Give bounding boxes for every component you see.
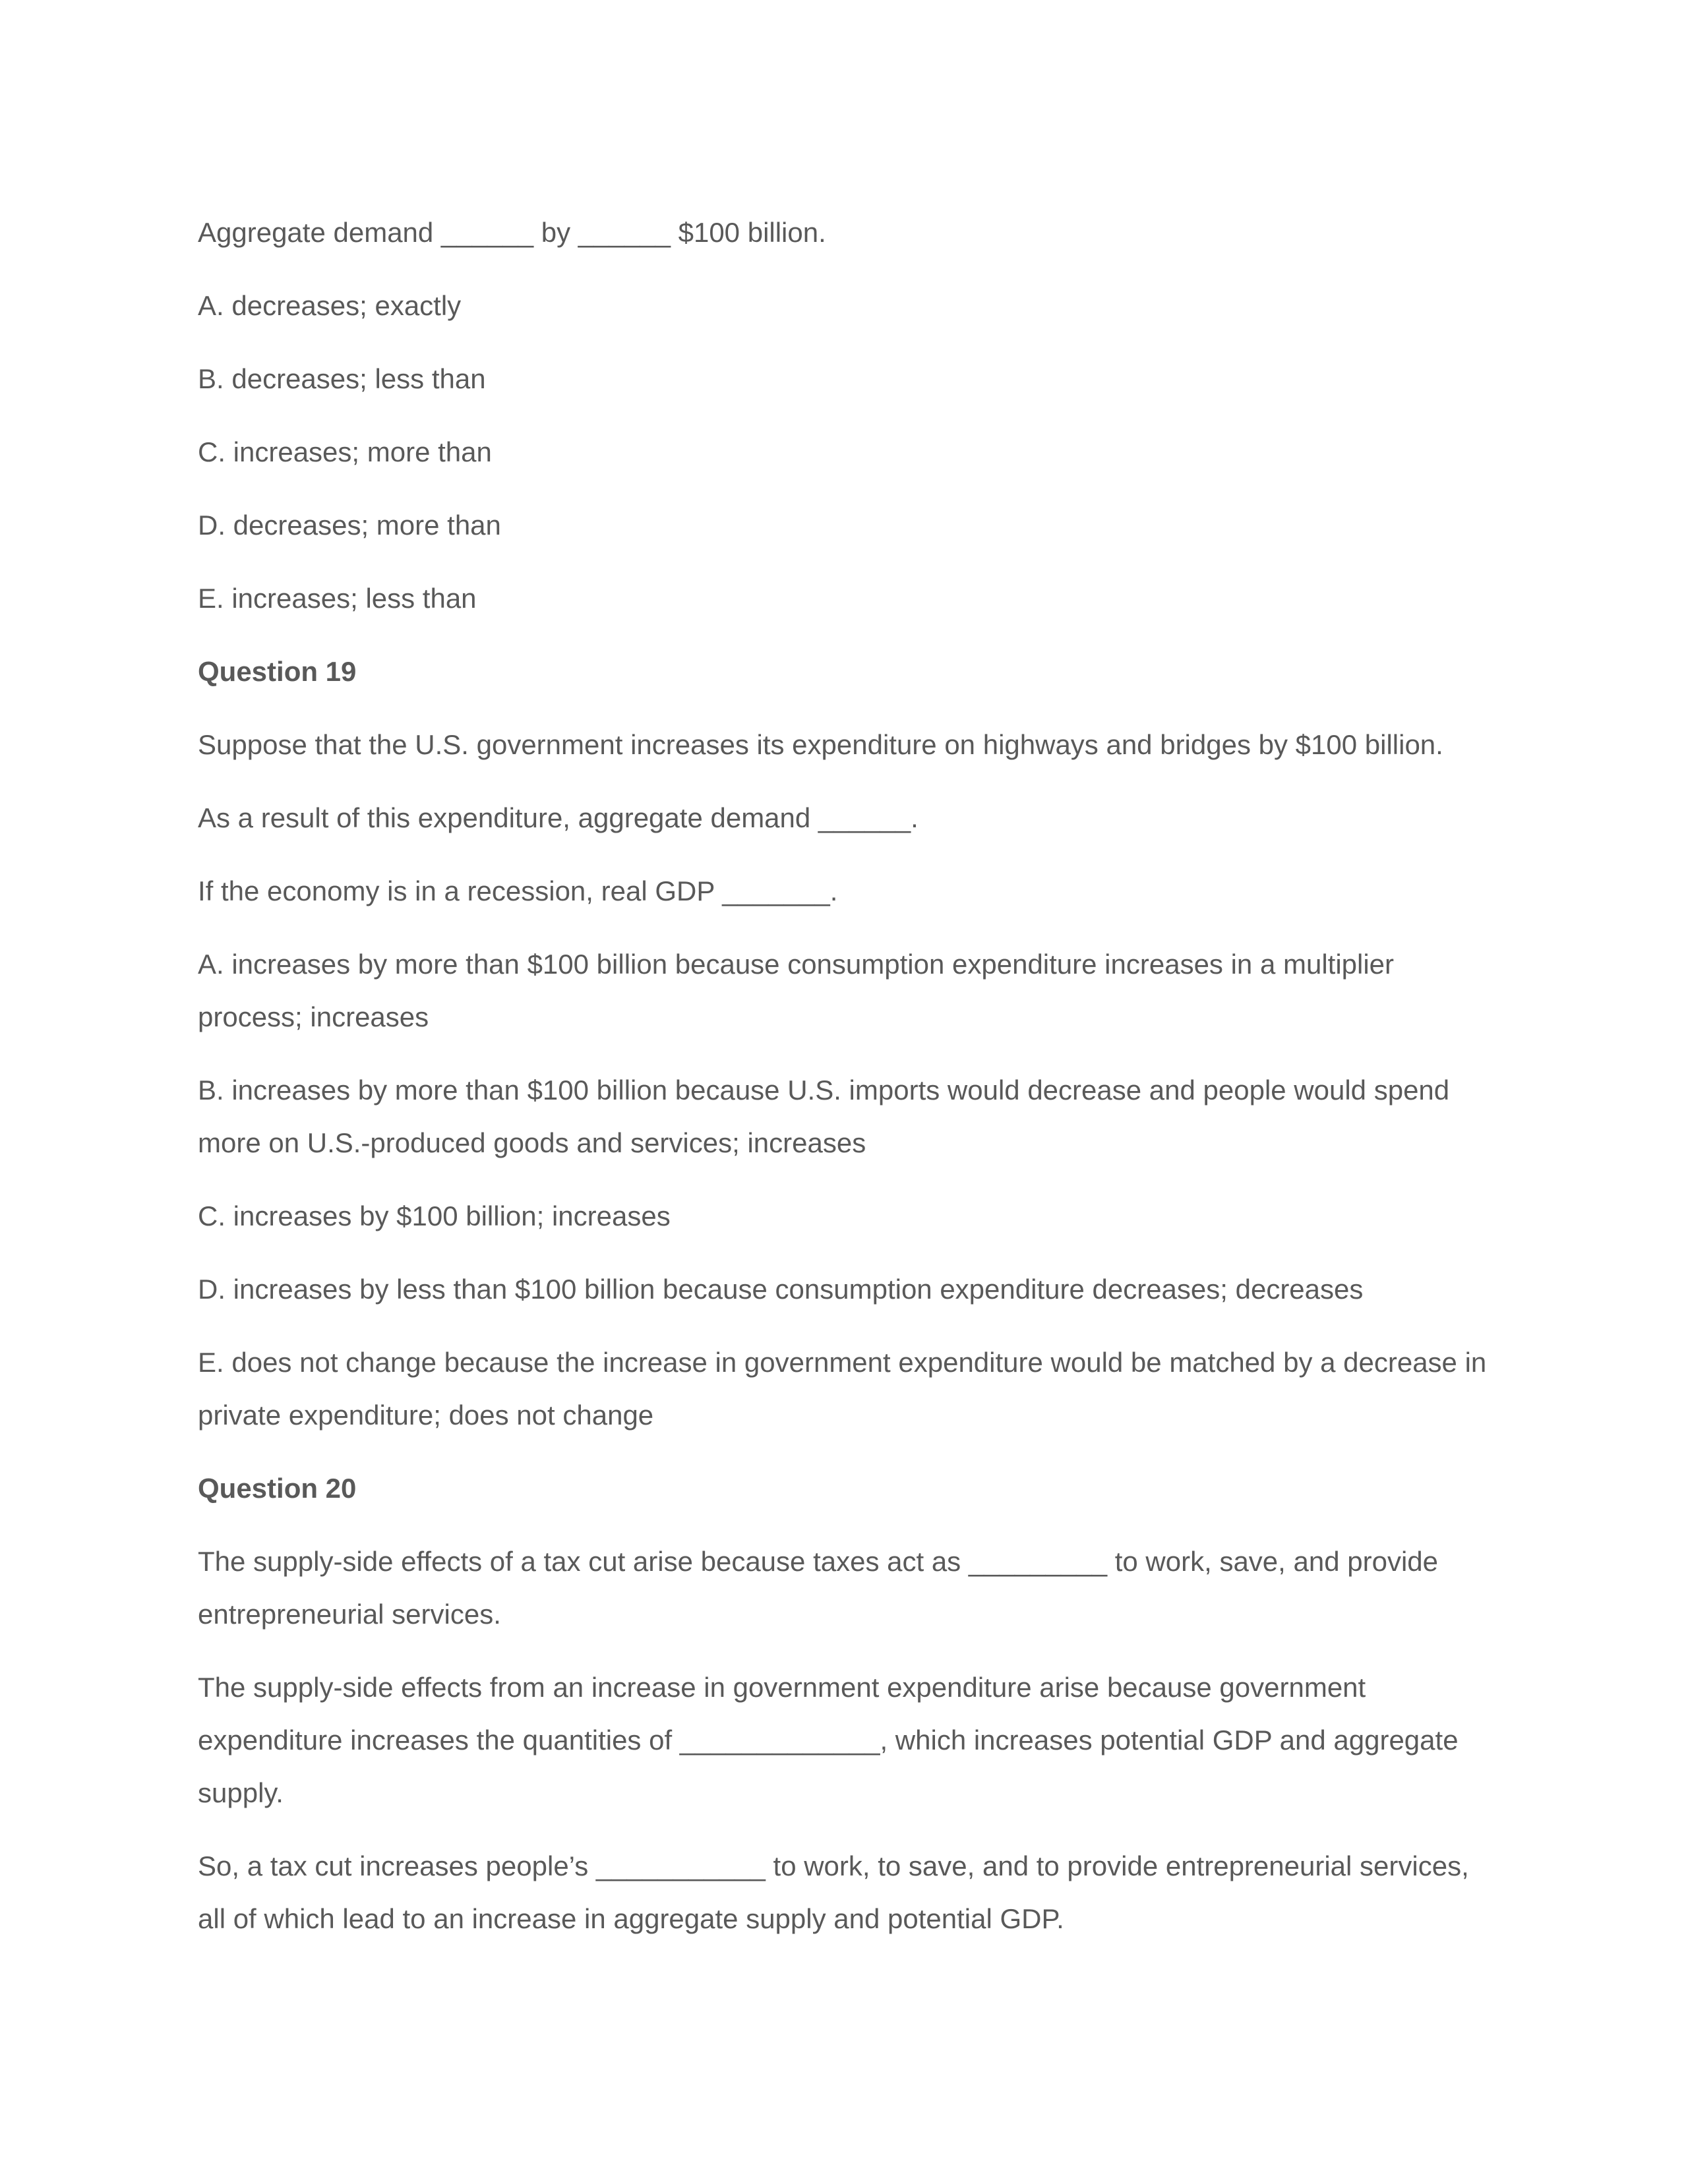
q20-paragraph-1-line-2: entrepreneurial services. bbox=[198, 1599, 501, 1630]
q19-heading: Question 19 bbox=[198, 656, 357, 687]
q19-option-d: D. increases by less than $100 billion because consumption expenditure decreases; decreases bbox=[198, 1274, 1364, 1305]
q20-heading: Question 20 bbox=[198, 1473, 357, 1504]
q19-stem-line-2: As a result of this expenditure, aggregate demand ______. bbox=[198, 802, 919, 833]
q20-paragraph-3-line-2: all of which lead to an increase in aggregate supply and potential GDP. bbox=[198, 1903, 1064, 1934]
q19-option-a-line-1: A. increases by more than $100 billion because consumption expenditure increases in a multiplier bbox=[198, 949, 1395, 980]
q19-option-b-line-1: B. increases by more than $100 billion because U.S. imports would decrease and people would spend bbox=[198, 1075, 1450, 1106]
q19-stem-line-3: If the economy is in a recession, real GDP _______. bbox=[198, 875, 838, 906]
q19-option-e-line-2: private expenditure; does not change bbox=[198, 1400, 654, 1431]
q19-option-e-line-1: E. does not change because the increase in government expenditure would be matched by a decrease in bbox=[198, 1347, 1487, 1378]
q18-option-b: B. decreases; less than bbox=[198, 363, 486, 394]
q18-option-c: C. increases; more than bbox=[198, 436, 492, 467]
q19-option-b-line-2: more on U.S.-produced goods and services; increases bbox=[198, 1127, 866, 1158]
q19-option-c: C. increases by $100 billion; increases bbox=[198, 1200, 671, 1231]
q20-paragraph-1-line-1: The supply-side effects of a tax cut arise because taxes act as _________ to work, save, and provide bbox=[198, 1546, 1438, 1577]
q20-paragraph-2-line-1: The supply-side effects from an increase in government expenditure arise because government bbox=[198, 1672, 1366, 1703]
q20-paragraph-2-line-2: expenditure increases the quantities of _____________, which increases potential GDP and aggregate bbox=[198, 1725, 1459, 1756]
q20-paragraph-2-line-3: supply. bbox=[198, 1777, 284, 1808]
q18-stem: Aggregate demand ______ by ______ $100 billion. bbox=[198, 217, 826, 248]
q20-paragraph-3-line-1: So, a tax cut increases people’s ___________ to work, to save, and to provide entrepreneurial services, bbox=[198, 1850, 1469, 1881]
q18-option-a: A. decreases; exactly bbox=[198, 290, 462, 321]
q19-stem-line-1: Suppose that the U.S. government increases its expenditure on highways and bridges by $100 billion. bbox=[198, 729, 1443, 760]
q18-option-d: D. decreases; more than bbox=[198, 510, 501, 541]
q18-option-e: E. increases; less than bbox=[198, 583, 477, 614]
q19-option-a-line-2: process; increases bbox=[198, 1001, 429, 1032]
